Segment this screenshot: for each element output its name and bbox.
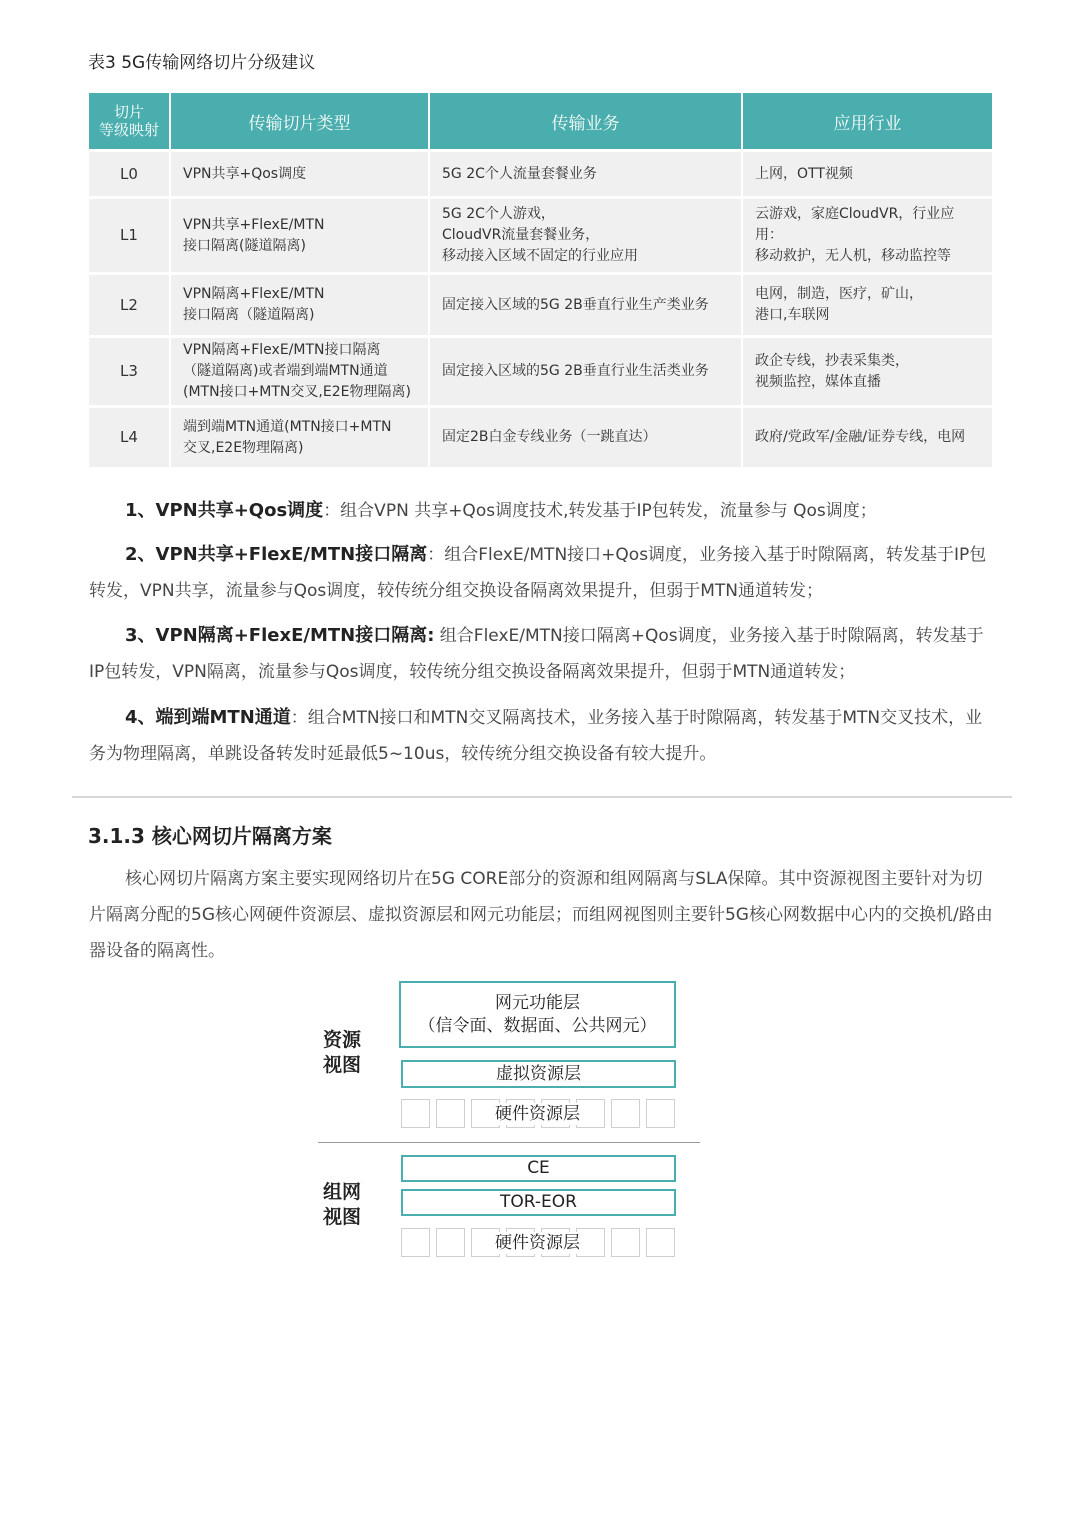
cell-type: VPN隔离+FlexE/MTN 接口隔离（隧道隔离) bbox=[171, 275, 430, 338]
section-body: 核心网切片隔离方案主要实现网络切片在5G CORE部分的资源和组网隔离与SLA保障。其中资源视图主要针对为切片隔离分配的5G核心网硬件资源层、虚拟资源层和网元功能层；而组网视图则主要针5G核心网数据中心内的交换机/路由器设备的隔离性。 bbox=[89, 869, 993, 961]
cell-level: L4 bbox=[89, 408, 171, 470]
table-row bbox=[89, 199, 992, 275]
hw-cell bbox=[611, 1228, 640, 1257]
paragraph-title: 4、端到端MTN通道 bbox=[125, 707, 291, 728]
table-row bbox=[89, 275, 992, 338]
nf-layer-box: 网元功能层 （信令面、数据面、公共网元） bbox=[399, 981, 676, 1048]
paragraph-text: 组合FlexE/MTN接口隔离+Qos调度，业务接入基于时隙隔离，转发基于IP包转发，VPN隔离，流量参与Qos调度，较传统分组交换设备隔离效果提升，但弱于MTN通道转发； bbox=[89, 626, 984, 682]
cell-level: L3 bbox=[89, 338, 171, 408]
resource-view-label: 资源 视图 bbox=[323, 1029, 362, 1076]
cell-service: 5G 2C个人游戏， CloudVR流量套餐业务， 移动接入区域不固定的行业应用 bbox=[430, 199, 743, 275]
section-divider bbox=[72, 796, 1012, 798]
hw-cell bbox=[646, 1228, 675, 1257]
cell-service: 5G 2C个人流量套餐业务 bbox=[430, 152, 743, 199]
tor-eor-box: TOR-EOR bbox=[401, 1189, 676, 1216]
section-heading: 3.1.3 核心网切片隔离方案 bbox=[88, 824, 332, 848]
table-header-row bbox=[89, 93, 992, 152]
paragraph-text: ：组合FlexE/MTN接口+Qos调度，业务接入基于时隙隔离，转发基于IP包转发，VPN共享，流量参与Qos调度，较传统分组交换设备隔离效果提升，但弱于MTN通道转发； bbox=[89, 545, 987, 601]
hw-cell bbox=[401, 1228, 430, 1257]
paragraph-title: 3、VPN隔离+FlexE/MTN接口隔离: bbox=[125, 625, 435, 646]
paragraph-1 bbox=[89, 493, 995, 529]
hw-cell bbox=[436, 1228, 465, 1257]
paragraph-title: 1、VPN共享+Qos调度 bbox=[125, 500, 324, 521]
cell-level: L1 bbox=[89, 199, 171, 275]
header-slice-type: 传输切片类型 bbox=[171, 93, 430, 152]
cell-industry: 政企专线，抄表采集类， 视频监控，媒体直播 bbox=[743, 338, 992, 408]
cell-type: VPN共享+FlexE/MTN 接口隔离(隧道隔离) bbox=[171, 199, 430, 275]
hw-cell bbox=[646, 1099, 675, 1128]
paragraph-text: ：组合MTN接口和MTN交叉隔离技术，业务接入基于时隙隔离，转发基于MTN交叉技术，业务为物理隔离，单跳设备转发时延最低5~10us，较传统分组交换设备有较大提升。 bbox=[89, 708, 983, 764]
cell-service: 固定2B白金专线业务（一跳直达） bbox=[430, 408, 743, 470]
table-row bbox=[89, 152, 992, 199]
cell-level: L0 bbox=[89, 152, 171, 199]
ce-box: CE bbox=[401, 1155, 676, 1182]
cell-type: 端到端MTN通道(MTN接口+MTN 交叉,E2E物理隔离) bbox=[171, 408, 430, 470]
hardware-layer-label: 硬件资源层 bbox=[492, 1103, 583, 1125]
table-row bbox=[89, 408, 992, 470]
slice-grading-table bbox=[89, 93, 992, 470]
paragraph-3 bbox=[89, 618, 995, 690]
table-caption: 表3 5G传输网络切片分级建议 bbox=[88, 53, 316, 73]
cell-industry: 上网，OTT视频 bbox=[743, 152, 992, 199]
header-slice-level: 切片 等级映射 bbox=[89, 93, 171, 152]
virtual-layer-box: 虚拟资源层 bbox=[401, 1060, 676, 1088]
header-industry: 应用行业 bbox=[743, 93, 992, 152]
paragraph-text: ：组合VPN 共享+Qos调度技术,转发基于IP包转发，流量参与 Qos调度； bbox=[323, 501, 877, 521]
paragraph-title: 2、VPN共享+FlexE/MTN接口隔离 bbox=[125, 544, 428, 565]
view-separator bbox=[318, 1142, 700, 1143]
network-view-label: 组网 视图 bbox=[323, 1181, 362, 1228]
cell-level: L2 bbox=[89, 275, 171, 338]
paragraph-4 bbox=[89, 700, 995, 772]
table-row bbox=[89, 338, 992, 408]
hw-cell bbox=[436, 1099, 465, 1128]
hw-cell bbox=[401, 1099, 430, 1128]
paragraph-2 bbox=[89, 537, 995, 609]
cell-service: 固定接入区域的5G 2B垂直行业生产类业务 bbox=[430, 275, 743, 338]
cell-industry: 电网，制造，医疗，矿山， 港口,车联网 bbox=[743, 275, 992, 338]
hardware-layer-label-2: 硬件资源层 bbox=[492, 1232, 583, 1254]
cell-type: VPN共享+Qos调度 bbox=[171, 152, 430, 199]
header-service: 传输业务 bbox=[430, 93, 743, 152]
hw-cell bbox=[611, 1099, 640, 1128]
cell-type: VPN隔离+FlexE/MTN接口隔离 （隧道隔离)或者端到端MTN通道 (MTN接口+MTN交叉,E2E物理隔离) bbox=[171, 338, 430, 408]
cell-service: 固定接入区域的5G 2B垂直行业生活类业务 bbox=[430, 338, 743, 408]
cell-industry: 云游戏，家庭CloudVR，行业应用： 移动救护，无人机，移动监控等 bbox=[743, 199, 992, 275]
cell-industry: 政府/党政军/金融/证券专线，电网 bbox=[743, 408, 992, 470]
